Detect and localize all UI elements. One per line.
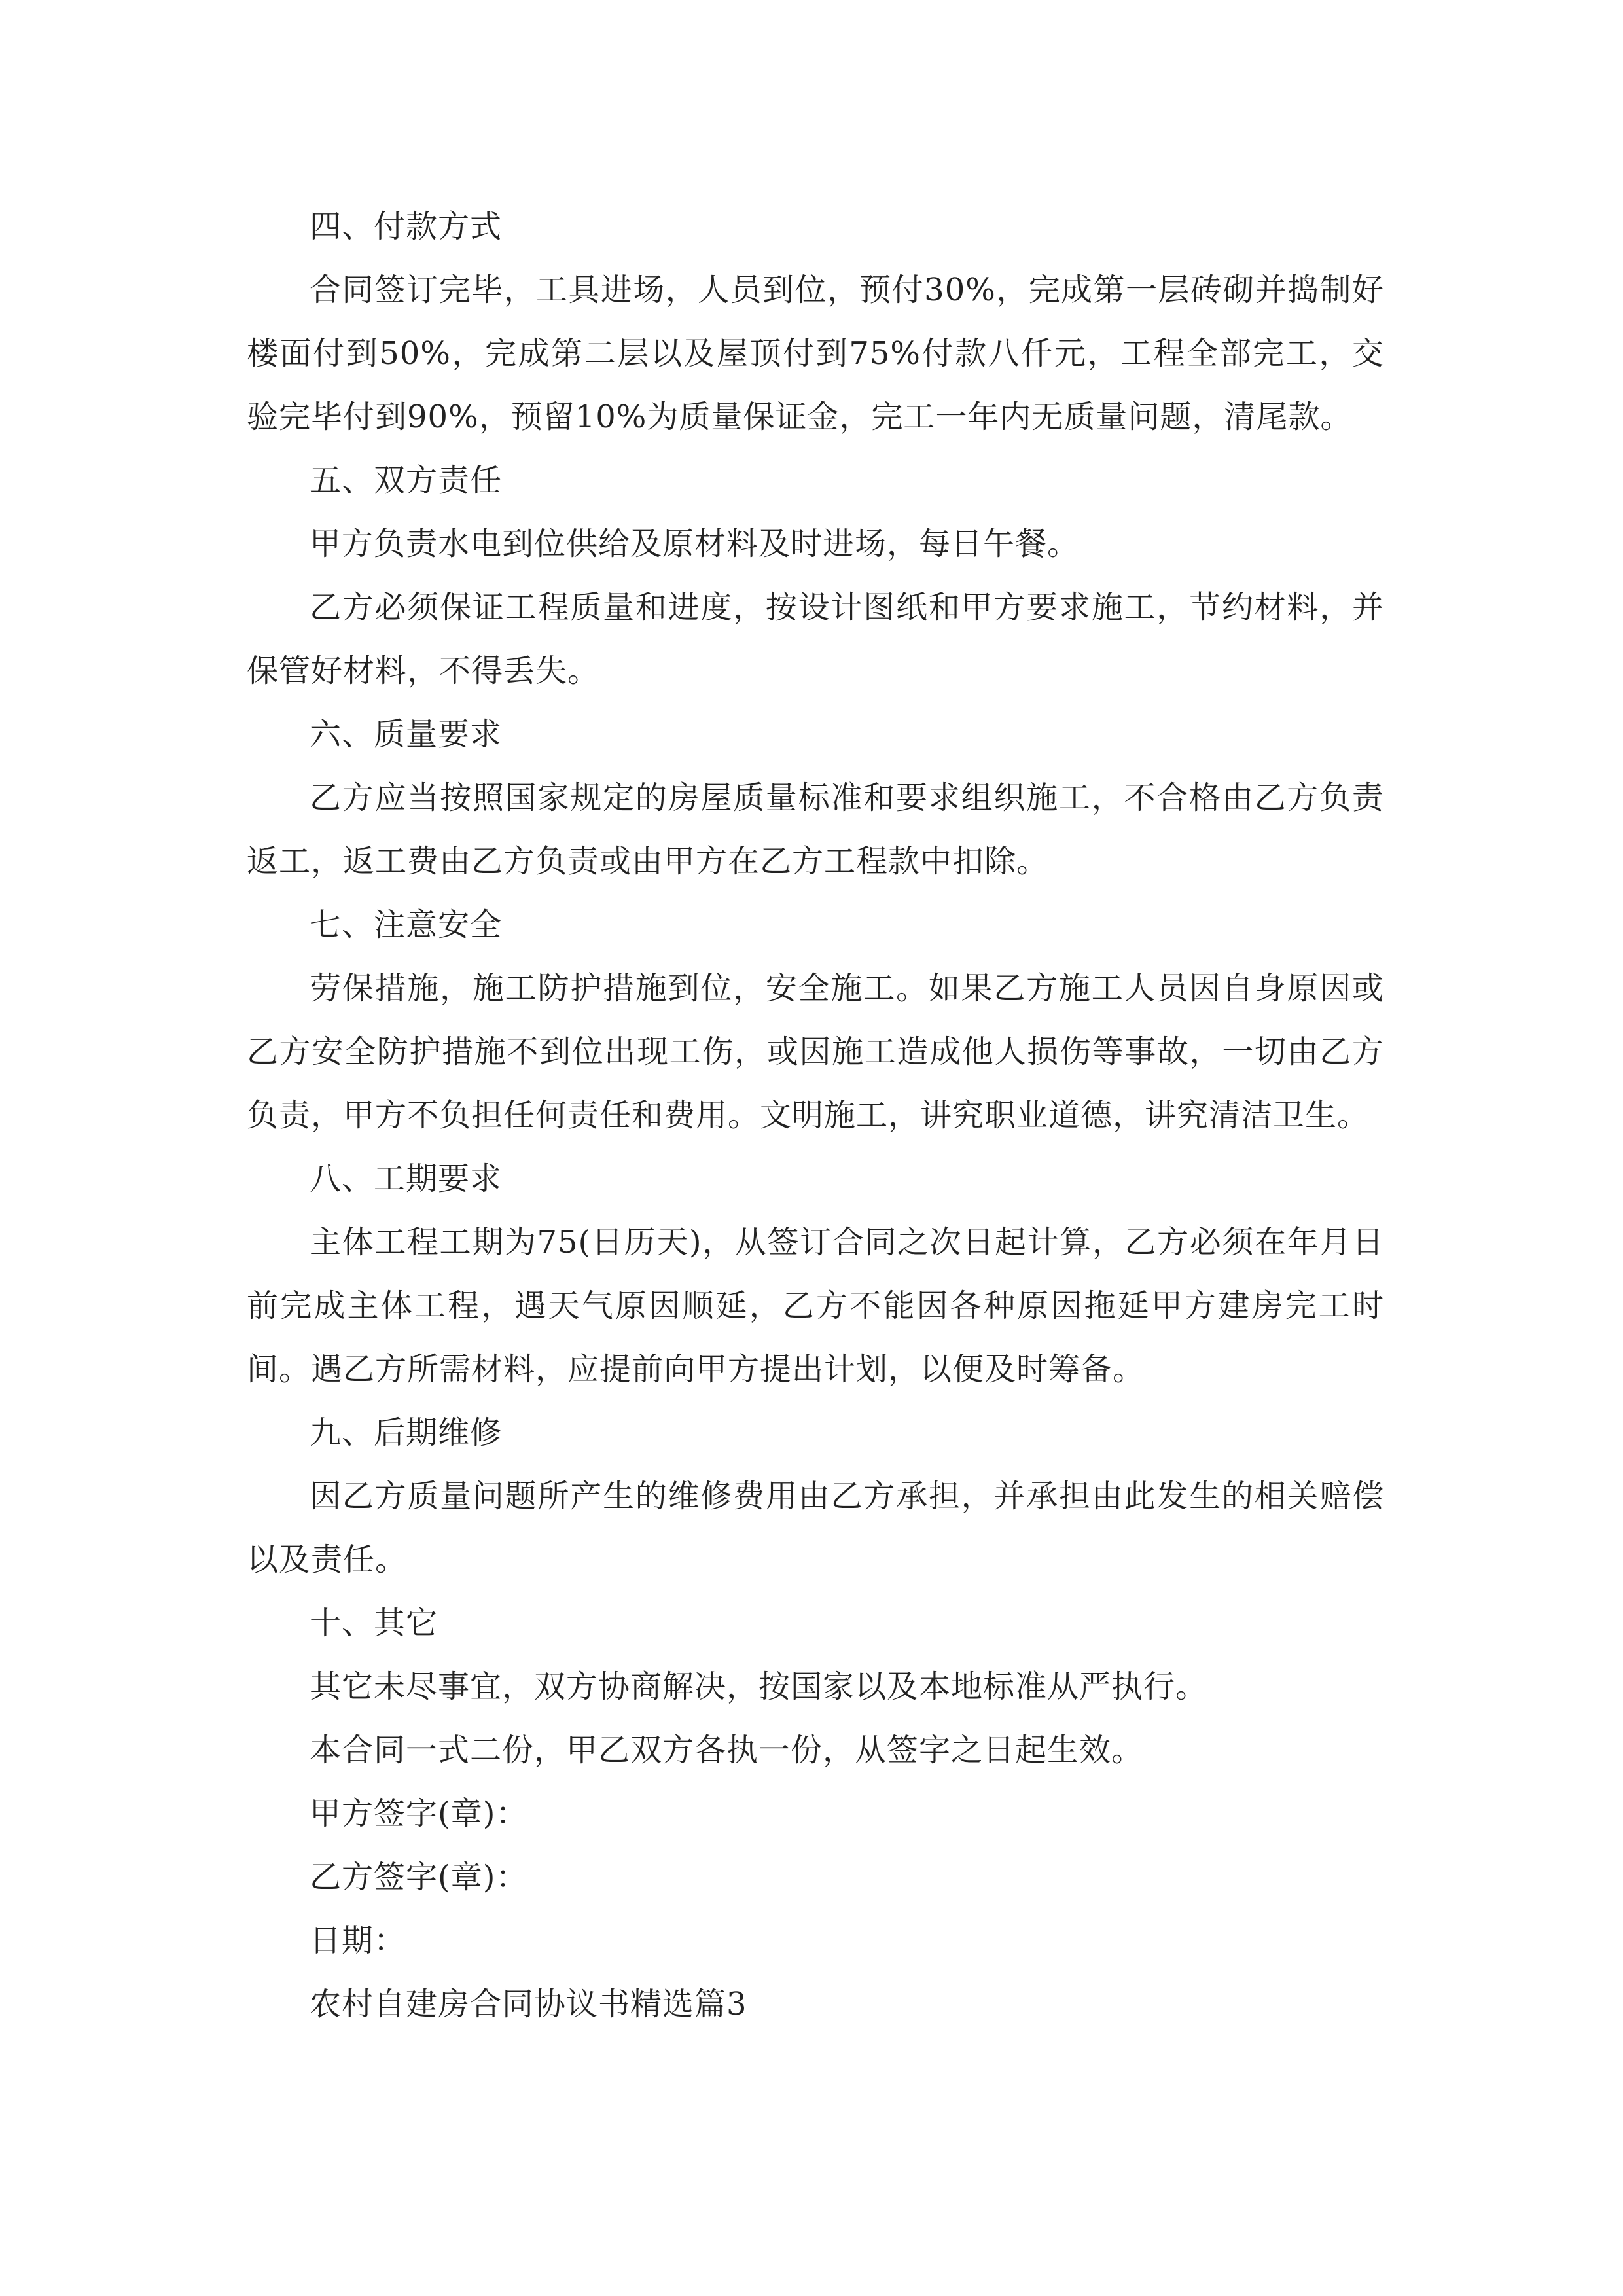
section-heading-responsibilities: 五、双方责任: [310, 462, 503, 499]
section-heading-other: 十、其它: [310, 1605, 438, 1641]
paragraph-payment-terms: 合同签订完毕，工具进场，人员到位，预付30%，完成第一层砖砌并捣制好楼面付到50%，完成第二层以及屋顶付到75%付款八仟元，工程全部完工，交验完毕付到90%，预留10%为质量保证金，完工一年内无质量问题，清尾款。: [247, 272, 1384, 435]
section-heading-payment: 四、付款方式: [310, 208, 503, 245]
next-section-title: 农村自建房合同协议书精选篇3: [310, 1986, 747, 2022]
paragraph-copies: 本合同一式二份，甲乙双方各执一份，从签字之日起生效。: [310, 1732, 1144, 1768]
paragraph-schedule: 主体工程工期为75(日历天)，从签订合同之次日起计算，乙方必须在年月日前完成主体工程，遇天气原因顺延，乙方不能因各种原因拖延甲方建房完工时间。遇乙方所需材料，应提前向甲方提出计划，以便及时筹备。: [247, 1224, 1384, 1388]
paragraph-party-a-duties: 甲方负责水电到位供给及原材料及时进场，每日午餐。: [310, 526, 1080, 562]
paragraph-party-b-duties: 乙方必须保证工程质量和进度，按设计图纸和甲方要求施工，节约材料，并保管好材料，不得丢失。: [247, 589, 1384, 689]
paragraph-safety: 劳保措施，施工防护措施到位，安全施工。如果乙方施工人员因自身原因或乙方安全防护措施不到位出现工伤，或因施工造成他人损伤等事故，一切由乙方负责，甲方不负担任何责任和费用。文明施工，讲究职业道德，讲究清洁卫生。: [247, 970, 1384, 1134]
section-heading-schedule: 八、工期要求: [310, 1160, 503, 1197]
paragraph-quality-requirements: 乙方应当按照国家规定的房屋质量标准和要求组织施工，不合格由乙方负责返工，返工费由乙方负责或由甲方在乙方工程款中扣除。: [247, 780, 1384, 880]
signature-party-b: 乙方签字(章)：: [310, 1859, 528, 1895]
signature-date: 日期：: [310, 1922, 406, 1959]
signature-party-a: 甲方签字(章)：: [310, 1795, 528, 1832]
section-heading-maintenance: 九、后期维修: [310, 1414, 503, 1451]
section-heading-quality: 六、质量要求: [310, 716, 503, 753]
paragraph-other-matters: 其它未尽事宜，双方协商解决，按国家以及本地标准从严执行。: [310, 1668, 1208, 1705]
section-heading-safety: 七、注意安全: [310, 906, 503, 943]
document-body: [247, 195, 1384, 2036]
paragraph-maintenance: 因乙方质量问题所产生的维修费用由乙方承担，并承担由此发生的相关赔偿以及责任。: [247, 1478, 1384, 1578]
